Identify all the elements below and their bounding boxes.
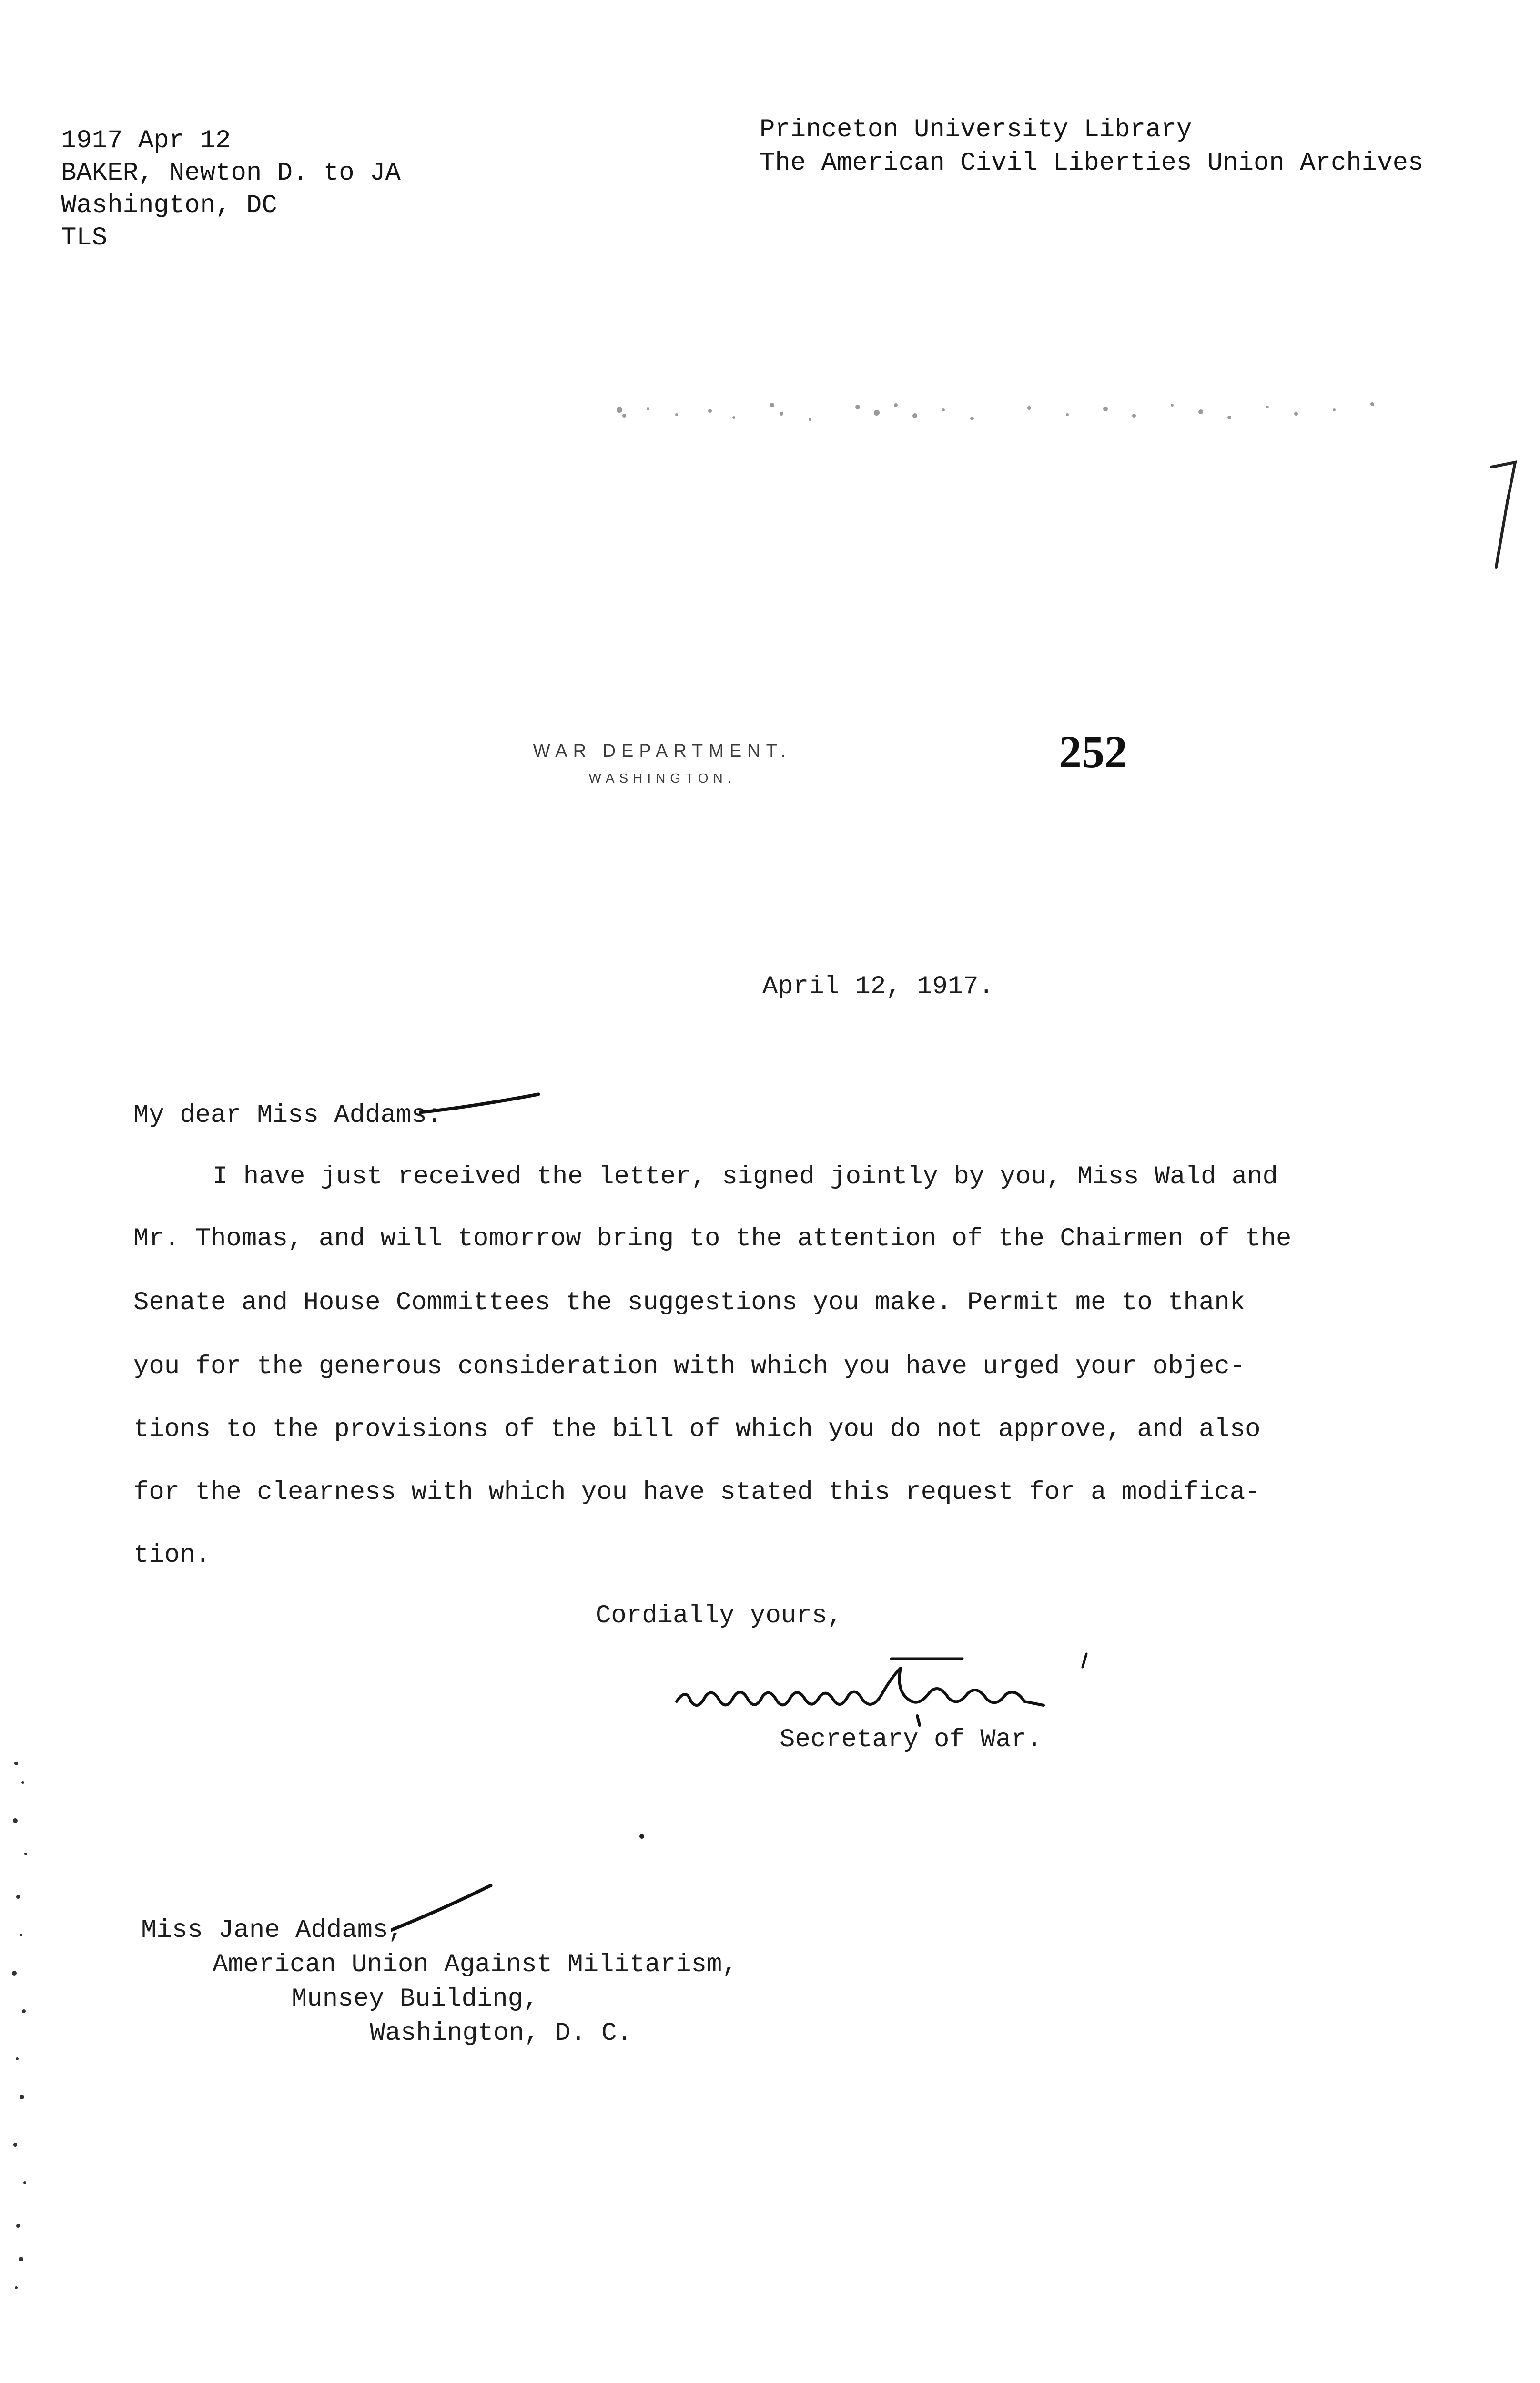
letter-date: April 12, 1917. (762, 972, 994, 1001)
body-line: Senate and House Committees the suggestions you make. Permit me to thank (133, 1288, 1246, 1317)
salutation-pen-stroke (419, 1090, 543, 1123)
signer-title: Secretary of War. (780, 1725, 1042, 1754)
letterhead-city: WASHINGTON. (588, 771, 736, 785)
archive-date: 1917 Apr 12 (61, 126, 231, 155)
archive-form: TLS (61, 224, 108, 253)
body-line: you for the generous consideration with which you have urged your objec- (133, 1352, 1246, 1381)
body-line: for the clearness with which you have stated this request for a modifica- (133, 1478, 1261, 1507)
archive-place: Washington, DC (61, 191, 277, 220)
archive-metadata (61, 125, 401, 255)
margin-pencil-mark (1487, 458, 1520, 572)
body-line: tion. (133, 1541, 211, 1570)
addressee-name: Miss Jane Addams, (141, 1916, 404, 1945)
addressee-organization: American Union Against Militarism, (213, 1950, 738, 1979)
repository-line-2: The American Civil Liberties Union Archives (760, 149, 1424, 178)
document-number: 252 (1059, 726, 1127, 777)
repository-stamp (760, 113, 1423, 180)
addressee-building: Munsey Building, (292, 1985, 539, 2014)
stray-ink-dot (639, 1834, 644, 1839)
handwritten-signature (672, 1649, 1101, 1735)
body-line: tions to the provisions of the bill of which you do not approve, and also (133, 1415, 1261, 1444)
archive-correspondents: BAKER, Newton D. to JA (61, 159, 401, 188)
letterhead-department: WAR DEPARTMENT. (533, 741, 792, 761)
letterhead (496, 738, 829, 790)
repository-line-1: Princeton University Library (760, 115, 1192, 144)
salutation: My dear Miss Addams: (133, 1101, 443, 1130)
addressee-city: Washington, D. C. (370, 2019, 632, 2048)
faded-ink-smudge (610, 391, 1391, 434)
body-line: I have just received the letter, signed jointly by you, Miss Wald and (213, 1162, 1278, 1192)
scan-edge-specks (7, 1754, 35, 2302)
closing: Cordially yours, (596, 1601, 843, 1630)
addressee-pen-stroke (391, 1883, 496, 1935)
body-line: Mr. Thomas, and will tomorrow bring to the attention of the Chairmen of the (133, 1224, 1292, 1253)
